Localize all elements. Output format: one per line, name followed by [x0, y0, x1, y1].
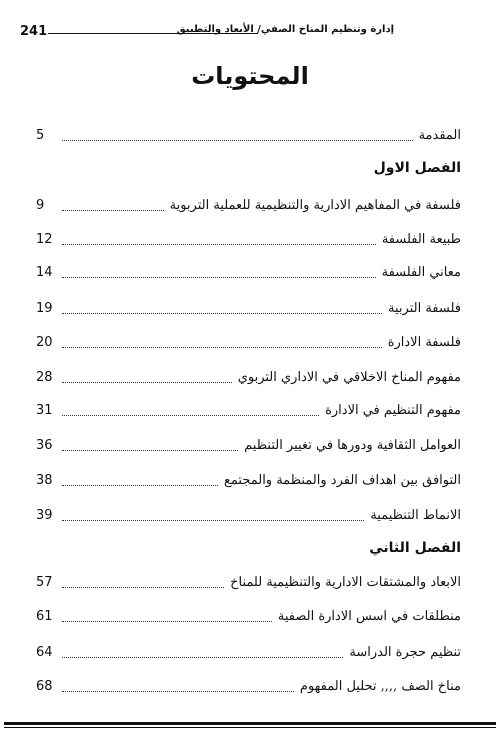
dot-leader — [62, 415, 319, 416]
toc-entry-page: 9 — [36, 198, 45, 213]
page-header — [0, 0, 500, 44]
dot-leader — [62, 140, 413, 141]
toc-entry[interactable] — [36, 570, 461, 592]
toc-entry-label: مفهوم التنظيم في الادارة — [325, 403, 461, 418]
toc-entry-page: 20 — [36, 335, 53, 350]
toc-entry-page: 38 — [36, 473, 53, 488]
page-number: 241 — [20, 24, 48, 39]
dot-leader — [62, 691, 294, 692]
toc-entry[interactable] — [36, 503, 461, 525]
footer-rule-thin — [4, 727, 496, 728]
toc-entry-page: 61 — [36, 609, 53, 624]
toc-entry-label: فلسفة الادارة — [387, 335, 461, 350]
chapter-heading: الفصل الثاني — [369, 540, 461, 556]
toc-entry-page: 36 — [36, 438, 53, 453]
dot-leader — [62, 520, 364, 521]
toc-entry[interactable] — [36, 640, 461, 662]
dot-leader — [62, 587, 224, 588]
dot-leader — [62, 450, 238, 451]
toc-entry[interactable] — [36, 468, 461, 490]
toc-entry-label: الابعاد والمشتقات الادارية والتنظيمية للمناخ — [230, 575, 461, 590]
running-title: إدارة وتنظيم المناخ الصفي/ الأبعاد والتطبيق — [176, 24, 394, 35]
toc-entry-page: 64 — [36, 645, 53, 660]
toc-entry-label: العوامل الثقافية ودورها في تغيير التنظيم — [244, 438, 461, 453]
toc-entry[interactable] — [36, 674, 461, 696]
toc-entry-page: 28 — [36, 370, 53, 385]
toc-entry-label: المقدمة — [418, 128, 461, 143]
toc-entry-label: فلسفة في المفاهيم الادارية والتنظيمية للعملية التربوية — [169, 198, 461, 213]
toc-entry-label: الانماط التنظيمية — [370, 508, 461, 523]
toc-entry-page: 31 — [36, 403, 53, 418]
toc-entry-page: 68 — [36, 679, 53, 694]
toc-entry[interactable] — [36, 296, 461, 318]
toc-entry[interactable] — [36, 433, 461, 455]
dot-leader — [62, 347, 382, 348]
toc-entry-page: 14 — [36, 265, 53, 280]
toc-entry[interactable] — [36, 365, 461, 387]
toc-entry-page: 57 — [36, 575, 53, 590]
dot-leader — [62, 382, 232, 383]
dot-leader — [62, 485, 218, 486]
toc-entry[interactable] — [36, 398, 461, 420]
dot-leader — [62, 657, 343, 658]
toc-entry-label: مناخ الصف ,,,, تحليل المفهوم — [299, 679, 461, 694]
toc-entry-label: التوافق بين اهداف الفرد والمنظمة والمجتمع — [223, 473, 461, 488]
toc-entry-page: 39 — [36, 508, 53, 523]
toc-entry-page: 5 — [36, 128, 45, 143]
page-title: المحتويات — [191, 62, 309, 90]
toc-entry[interactable] — [36, 260, 461, 282]
dot-leader — [62, 621, 272, 622]
toc-entry-page: 12 — [36, 232, 53, 247]
dot-leader — [62, 277, 376, 278]
chapter-heading: الفصل الاول — [373, 160, 461, 176]
toc-entry[interactable] — [36, 330, 461, 352]
toc-entry-label: معاني الفلسفة — [381, 265, 461, 280]
toc-entry-label: منطلقات في اسس الادارة الصفية — [277, 609, 461, 624]
dot-leader — [62, 244, 376, 245]
toc-entry-label: فلسفة التربية — [388, 301, 461, 316]
dot-leader — [62, 210, 164, 211]
toc-entry-label: تنظيم حجرة الدراسة — [349, 645, 461, 660]
toc-entry[interactable] — [36, 604, 461, 626]
toc-entry-label: مفهوم المناخ الاخلاقي في الاداري التربوي — [237, 370, 461, 385]
footer-rule — [4, 722, 496, 725]
toc-entry[interactable] — [36, 123, 461, 145]
toc-entry[interactable] — [36, 227, 461, 249]
toc-entry[interactable] — [36, 193, 461, 215]
toc-entry-page: 19 — [36, 301, 53, 316]
dot-leader — [62, 313, 382, 314]
toc-entry-label: طبيعة الفلسفة — [381, 232, 461, 247]
